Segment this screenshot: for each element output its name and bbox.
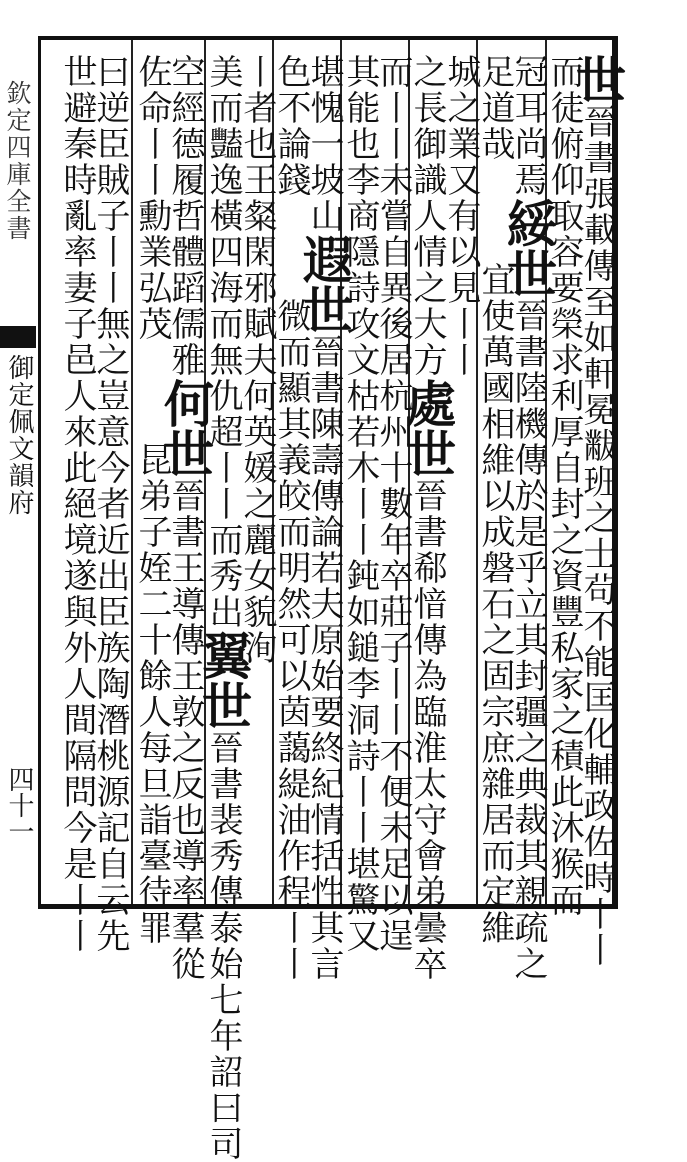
entry-text: 而徒俯仰取容要榮求利厚自封之資豐私家之積此沐猴而 [544,54,584,918]
margin-fishtail-block [0,326,36,348]
column-7-line-2 [132,54,172,946]
margin-strip [0,36,36,908]
headword: 處世 [398,378,457,478]
entry-text: 城之業又有以見丨丨 [441,54,481,378]
entry-text: 冠耳尚焉 [508,54,548,198]
column-1-line-1 [568,54,627,968]
entry-text: 美而豔逸橫四海而無仇超丨丨而秀出 [203,54,243,630]
headword: 何世 [156,378,215,478]
text-column-4 [340,54,413,954]
entry-text: 晉書郗愔傳為臨淮太守會弟曇卒 [407,478,447,982]
column-4-line-2 [340,54,380,954]
column-2-line-1 [499,54,558,982]
entry-text: 晉書張載傳至如軒冕黻班之士茍不能匡化輔政佐時丨丨 [577,104,617,968]
column-4-line-1 [373,54,413,954]
text-column-1 [544,54,627,968]
headword: 遐世 [295,234,354,334]
entry-text: 足道哉 [475,54,515,162]
text-column-7 [132,54,215,982]
entry-text: 丨者也王粲閑邪賦夫何英媛之麗女貌洵 [237,54,277,666]
column-2-line-2 [475,54,515,946]
text-column-3 [398,54,481,982]
entry-text: 昆弟子姪二十餘人每旦詣臺待罪 [132,442,172,946]
frame-left-border [38,36,41,908]
headword: 世 [568,54,627,104]
entry-text: 晉書陳壽傳論若夫原始要終紀情括性其言 [304,334,344,982]
entry-text: 堪愧一坡山 [304,54,344,234]
entry-text: 晉書王導傳王敦之反也導率羣從 [165,478,205,982]
entry-text: 佐命丨丨勳業弘茂 [132,54,172,342]
column-8-line-2 [57,54,97,954]
entry-text: 其能也李商隱詩攻文枯若木丨丨鈍如鎚李洞詩丨丨堪驚又 [340,54,380,954]
column-5-line-1 [295,54,354,982]
column-6-line-1 [237,54,277,894]
entry-text: 色不論錢 [271,54,311,198]
text-column-6 [194,54,277,1162]
frame-top-border [38,36,618,40]
headword: 翼世 [194,630,253,730]
headword: 綏世 [499,198,558,298]
margin-book-title: 御定佩文韻府 [4,354,34,516]
column-8-line-1 [90,54,130,954]
entry-text: 世避秦時亂率妻子邑人來此絕境遂與外人間隔問今是丨丨 [57,54,97,954]
column-5-line-2 [271,54,311,982]
text-column-2 [475,54,558,982]
entry-text: 晉書裴秀傳泰 [203,730,243,946]
margin-title: 欽定四庫全書 [3,80,32,242]
entry-text: 宜使萬國相維以成磐石之固宗庶雜居而定維 [475,262,515,946]
entry-text: 空經德履哲體蹈儒雅 [165,54,205,378]
margin-page-number: 四十一 [4,766,34,844]
column-1-line-2 [544,54,584,918]
entry-text: 而丨丨未嘗自異後居杭州十數年卒莊子丨丨不便未足以逞 [373,54,413,954]
entry-text: 晉書陸機傳於是乎立其封疆之典裁其親疏之 [508,298,548,982]
entry-text: 始七年詔曰司 [203,946,243,1162]
column-7-line-1 [156,54,215,982]
column-3-line-2 [398,54,457,982]
text-column-5 [271,54,354,982]
text-column-8 [57,54,130,954]
entry-text: 之長御識人情之大方 [407,54,447,378]
entry-text: 微而顯其義皎而明然可以茵藹緹油作程丨丨 [271,298,311,982]
entry-text: 曰逆臣賊子丨丨無之豈意今者近出臣族陶潛桃源記自云先 [90,54,130,954]
